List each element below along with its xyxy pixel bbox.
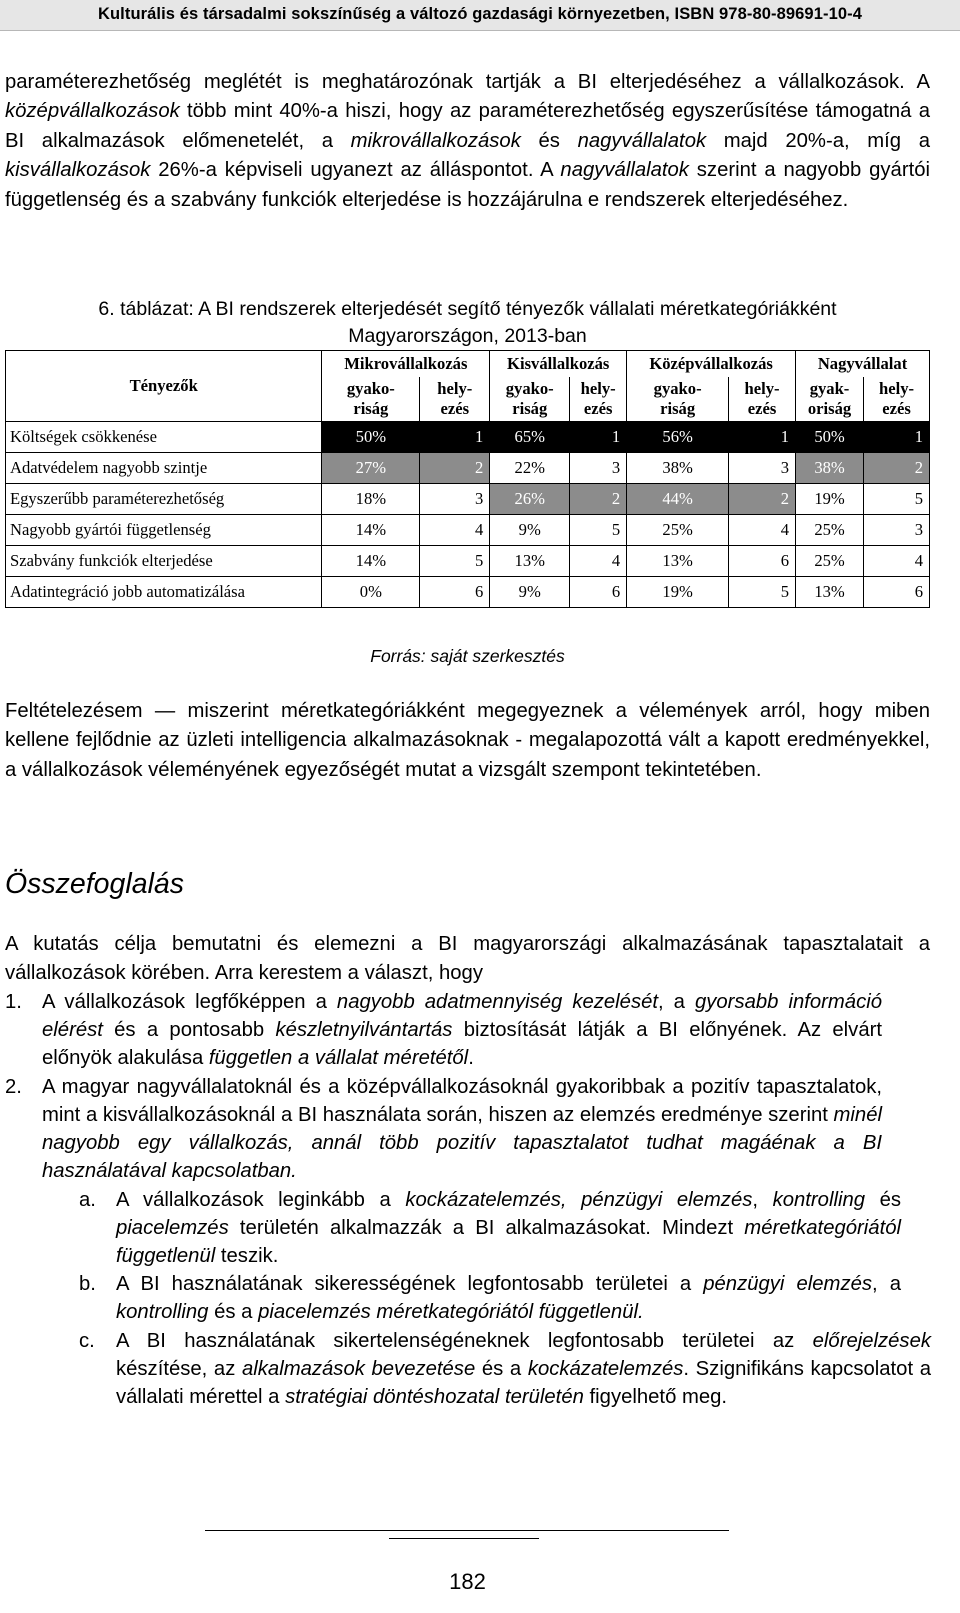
factor-label: Költségek csökkenése	[6, 422, 322, 453]
section-heading: Összefoglalás	[5, 868, 185, 900]
text-run: teszik.	[215, 1245, 279, 1267]
text-run: ,	[752, 1189, 773, 1211]
factor-header: Tényezők	[6, 351, 322, 422]
subheader-part: hely-	[744, 379, 780, 398]
frequency-cell: 44%	[627, 484, 729, 515]
frequency-cell: 19%	[796, 484, 864, 515]
frequency-cell: 38%	[627, 453, 729, 484]
rank-cell: 4	[729, 515, 796, 546]
subheader-part: ezés	[440, 399, 470, 418]
text-run: .	[468, 1047, 474, 1069]
italic-term: minél nagyobb egy vállalkozás, annál több pozitív tapasztalatot tudhat magáénak a BI használatával kapcsolatban.	[42, 1104, 882, 1182]
text-run: . Szignifikáns kapcsolatot a vállalati mérettel a	[116, 1358, 932, 1408]
rank-cell: 6	[570, 577, 627, 608]
text-run: A vállalkozások legfőképpen a	[42, 991, 337, 1013]
table-row	[6, 422, 930, 453]
subheader-rank	[864, 377, 930, 422]
text-run: A BI használatának sikertelenségéneknek legfontosabb területei az	[116, 1330, 813, 1352]
footer-rule-short	[389, 1538, 539, 1539]
intro-paragraph	[5, 68, 930, 215]
italic-term: független a vállalat méretétől	[208, 1047, 469, 1069]
sub-list-item	[79, 1327, 932, 1411]
rank-cell: 1	[729, 422, 796, 453]
text-run: és a	[475, 1358, 528, 1380]
list-item	[5, 988, 882, 1072]
rank-cell: 1	[420, 422, 490, 453]
subheader-part: hely-	[437, 379, 473, 398]
rank-cell: 1	[570, 422, 627, 453]
text-run: , a	[872, 1273, 901, 1295]
hypothesis-paragraph: Feltételezésem — miszerint méretkategóriákként megegyeznek a vélemények arról, hogy miben kellene fejlődnie az üzleti intelligencia alkalmazásoknak - megalapozottá vált a kapott eredményekkel, a vállalkozások véleményének egyezőségét mutat a vizsgált szempont tekintetében.	[5, 700, 930, 781]
text-run: figyelhető meg.	[583, 1386, 728, 1408]
text-run: szerint a nagyobb gyártói függetlenség és a szabvány funkciók elterjedése is hozzájárulna e rendszerek elterjedéséhez.	[5, 159, 930, 211]
table-row	[6, 484, 930, 515]
text-run: biztosítását látják a BI előnyének. Az elvárt előnyök alakulása	[42, 1019, 882, 1069]
list-letter: c.	[79, 1330, 95, 1352]
frequency-cell: 65%	[490, 422, 570, 453]
factor-label: Egyszerűbb paraméterezhetőség	[6, 484, 322, 515]
header-text: Kulturális és társadalmi sokszínűség a változó gazdasági környezetben, ISBN 978-80-89691-10-4	[97, 5, 862, 23]
italic-term: méretkategóriától függetlenül	[116, 1217, 901, 1267]
subheader-part: gyako-	[346, 379, 395, 398]
text-run: területén alkalmazzák a BI alkalmazásokat. Mindezt	[228, 1217, 745, 1239]
italic-term: nagyobb adatmennyiség kezelését	[336, 991, 659, 1013]
list-number: 1.	[5, 991, 22, 1013]
subheader-frequency	[490, 377, 570, 422]
text-run: A BI használatának sikerességének legfontosabb területei a	[116, 1273, 704, 1295]
summary-intro: A kutatás célja bemutatni és elemezni a BI magyarországi alkalmazásának tapasztalatait a vállalkozások körében. Arra kerestem a választ, hogy	[5, 933, 930, 985]
table-row	[6, 515, 930, 546]
frequency-cell: 0%	[322, 577, 420, 608]
table-source: Forrás: saját szerkesztés	[370, 646, 565, 666]
frequency-cell: 14%	[322, 515, 420, 546]
italic-term: nagyvállalatok	[560, 159, 689, 182]
frequency-cell: 18%	[322, 484, 420, 515]
italic-term: alkalmazások bevezetése	[242, 1358, 476, 1380]
caption-line-2: Magyarországon, 2013-ban	[348, 325, 587, 347]
text-run: és a pontosabb	[102, 1019, 276, 1041]
subheader-part: riság	[353, 399, 389, 418]
caption-line-1: 6. táblázat: A BI rendszerek elterjedését segítő tényezők vállalati méretkategóriákként	[98, 298, 837, 320]
subheader-part: ezés	[747, 399, 777, 418]
italic-term: kockázatelemzés	[527, 1358, 684, 1380]
rank-cell: 1	[864, 422, 930, 453]
frequency-cell: 13%	[796, 577, 864, 608]
bi-factors-table	[5, 350, 930, 608]
table-row	[6, 453, 930, 484]
frequency-cell: 22%	[490, 453, 570, 484]
subheader-part: riság	[660, 399, 696, 418]
rank-cell: 3	[570, 453, 627, 484]
frequency-cell: 27%	[322, 453, 420, 484]
group-header: Nagyvállalat	[796, 351, 930, 378]
italic-term: kontrolling	[116, 1301, 209, 1323]
page-number: 182	[449, 1569, 486, 1594]
factor-label: Szabvány funkciók elterjedése	[6, 546, 322, 577]
rank-cell: 2	[420, 453, 490, 484]
frequency-cell: 13%	[627, 546, 729, 577]
frequency-cell: 14%	[322, 546, 420, 577]
italic-term: kisvállalkozások	[5, 159, 151, 182]
table-body	[6, 422, 930, 608]
factor-label: Adatvédelem nagyobb szintje	[6, 453, 322, 484]
list-letter: a.	[79, 1189, 96, 1211]
group-header: Mikrovállalkozás	[322, 351, 490, 378]
subheader-frequency	[627, 377, 729, 422]
subheader-part: gyako-	[653, 379, 702, 398]
frequency-cell: 9%	[490, 515, 570, 546]
rank-cell: 4	[570, 546, 627, 577]
sub-list-item	[79, 1186, 902, 1270]
frequency-cell: 19%	[627, 577, 729, 608]
italic-term: pénzügyi elemzés	[703, 1273, 873, 1295]
italic-term: kockázatelemzés, pénzügyi elemzés	[405, 1189, 753, 1211]
rank-cell: 5	[864, 484, 930, 515]
frequency-cell: 56%	[627, 422, 729, 453]
rank-cell: 3	[420, 484, 490, 515]
frequency-cell: 50%	[322, 422, 420, 453]
table-row	[6, 546, 930, 577]
frequency-cell: 25%	[796, 515, 864, 546]
frequency-cell: 38%	[796, 453, 864, 484]
subheader-part: ezés	[583, 399, 613, 418]
factor-label: Nagyobb gyártói függetlenség	[6, 515, 322, 546]
rank-cell: 3	[729, 453, 796, 484]
list-number: 2.	[5, 1076, 22, 1098]
italic-term: készletnyilvántartás	[275, 1019, 453, 1041]
frequency-cell: 26%	[490, 484, 570, 515]
text-run: , a	[658, 991, 695, 1013]
list-letter: b.	[79, 1273, 96, 1295]
italic-term: előrejelzések	[812, 1330, 931, 1352]
rank-cell: 5	[729, 577, 796, 608]
group-header: Kisvállalkozás	[490, 351, 627, 378]
subheader-part: riság	[512, 399, 548, 418]
page-header	[0, 0, 960, 31]
rank-cell: 3	[864, 515, 930, 546]
frequency-cell: 13%	[490, 546, 570, 577]
rank-cell: 5	[570, 515, 627, 546]
rank-cell: 6	[420, 577, 490, 608]
text-run: majd 20%-a, míg a	[706, 129, 930, 152]
italic-term: nagyvállalatok	[577, 129, 707, 152]
subheader-frequency	[796, 377, 864, 422]
text-run: 26%-a képviseli ugyanezt az álláspontot. A	[150, 159, 561, 182]
subheader-part: hely-	[878, 379, 915, 398]
subheader-rank	[570, 377, 627, 422]
group-header: Középvállalkozás	[627, 351, 796, 378]
text-run: A magyar nagyvállalatoknál és a középvállalkozásoknál gyakoribbak a pozitív tapasztalatok, mint a kisvállalkozásoknál a BI használata során, hiszen az elemzés eredménye szerint	[42, 1076, 882, 1126]
subheader-part: hely-	[580, 379, 616, 398]
rank-cell: 2	[570, 484, 627, 515]
text-run: készítése, az	[116, 1358, 242, 1380]
text-run: több mint 40%-a hiszi, hogy az paraméterezhetőség egyszerűsítése támogatná a BI alkalmazások előmenetelét, a	[5, 100, 930, 152]
italic-term: piacelemzés	[116, 1217, 229, 1239]
subheader-part: gyak-	[809, 379, 850, 398]
frequency-cell: 50%	[796, 422, 864, 453]
table-row	[6, 577, 930, 608]
list-item	[5, 1073, 882, 1185]
subheader-rank	[420, 377, 490, 422]
factor-label: Adatintegráció jobb automatizálása	[6, 577, 322, 608]
rank-cell: 6	[729, 546, 796, 577]
frequency-cell: 25%	[796, 546, 864, 577]
text-run: és	[520, 129, 578, 152]
sub-list-item	[79, 1270, 901, 1326]
frequency-cell: 25%	[627, 515, 729, 546]
subheader-part: ezés	[882, 399, 911, 418]
italic-term: kontrolling	[772, 1189, 866, 1211]
rank-cell: 4	[864, 546, 930, 577]
text-run: és	[865, 1189, 902, 1211]
rank-cell: 2	[864, 453, 930, 484]
footer-rule	[205, 1530, 729, 1531]
text-run: paraméterezhetőség meglétét is meghatározónak tartják a BI elterjedéséhez a vállalkozások. A	[5, 71, 930, 93]
rank-cell: 6	[864, 577, 930, 608]
rank-cell: 2	[729, 484, 796, 515]
table-header-row	[6, 351, 930, 378]
italic-term: mikrovállalkozások	[350, 129, 521, 152]
text-run: és a	[208, 1301, 259, 1323]
italic-term: gyorsabb információ elérést	[42, 991, 882, 1041]
subheader-part: gyako-	[505, 379, 554, 398]
rank-cell: 4	[420, 515, 490, 546]
subheader-rank	[729, 377, 796, 422]
italic-term: stratégiai döntéshozatal területén	[285, 1386, 584, 1408]
table-caption	[5, 296, 930, 350]
italic-term: középvállalkozások	[5, 100, 180, 123]
rank-cell: 5	[420, 546, 490, 577]
frequency-cell: 9%	[490, 577, 570, 608]
text-run: A vállalkozások leginkább a	[116, 1189, 406, 1211]
subheader-frequency	[322, 377, 420, 422]
subheader-part: oriság	[807, 399, 852, 418]
italic-term: piacelemzés méretkategóriától függetlenül.	[258, 1301, 644, 1323]
